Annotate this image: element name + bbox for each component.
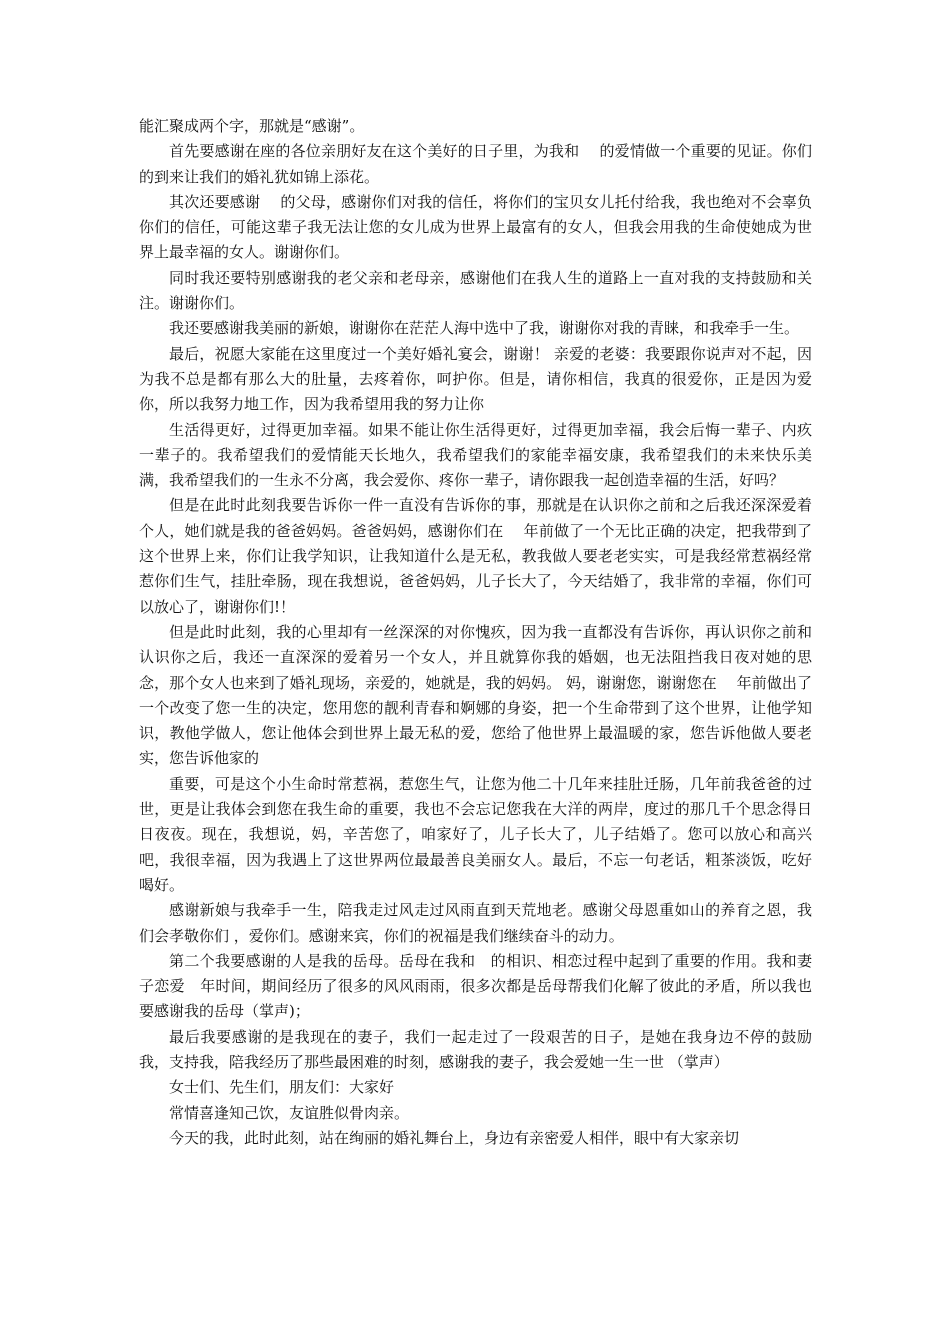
paragraph-12: 第二个我要感谢的人是我的岳母。岳母在我和 的相识、相恋过程中起到了重要的作用。我和妻子恋爱 年时间，期间经历了很多的风风雨雨，很多次都是岳母帮我们化解了彼此的矛盾，所以我也要感谢我的岳母（掌声)； (139, 951, 812, 1021)
paragraph-6: 最后，祝愿大家能在这里度过一个美好婚礼宴会，谢谢！ 亲爱的老婆：我要跟你说声对不起，因为我不总是都有那么大的肚量，去疼着你，呵护你。但是，请你相信，我真的很爱你，正是因为爱你，所以我努力地工作，因为我希望用我的努力让你 (139, 344, 812, 414)
paragraph-13: 最后我要感谢的是我现在的妻子，我们一起走过了一段艰苦的日子，是她在我身边不停的鼓励我，支持我，陪我经历了那些最困难的时刻，感谢我的妻子，我会爱她一生一世 （掌声） (139, 1027, 812, 1071)
paragraph-5: 我还要感谢我美丽的新娘，谢谢你在茫茫人海中选中了我，谢谢你对我的青睐，和我牵手一生。 (169, 319, 800, 338)
document-page (139, 114, 828, 1151)
paragraph-7: 生活得更好，过得更加幸福。如果不能让你生活得更好，过得更加幸福，我会后悔一辈子、内疚一辈子的。我希望我们的爱情能天长地久，我希望我们的家能幸福安康，我希望我们的未来快乐美满，我希望我们的一生永不分离，我会爱你、疼你一辈子，请你跟我一起创造幸福的生活，好吗？ (139, 420, 812, 490)
paragraph-1: 能汇聚成两个字，那就是“感谢”。 (139, 117, 365, 135)
paragraph-3: 其次还要感谢 的父母，感谢你们对我的信任，将你们的宝贝女儿托付给我，我也绝对不会辜负你们的信任，可能这辈子我无法让您的女儿成为世界上最富有的女人，但我会用我的生命使她成为世界上最幸福的女人。谢谢你们。 (139, 192, 812, 262)
paragraph-15: 常情喜逢知己饮，友谊胜似骨肉亲。 (169, 1103, 410, 1122)
paragraph-2: 首先要感谢在座的各位亲朋好友在这个美好的日子里，为我和 的爱情做一个重要的见证。你们的到来让我们的婚礼犹如锦上添花。 (139, 142, 812, 186)
paragraph-4: 同时我还要特别感谢我的老父亲和老母亲，感谢他们在我人生的道路上一直对我的支持鼓励和关注。谢谢你们。 (139, 268, 812, 313)
paragraph-9: 但是此时此刻，我的心里却有一丝深深的对你愧疚，因为我一直都没有告诉你，再认识你之前和认识你之后，我还一直深深的爱着另一个女人，并且就算你我的婚姻，也无法阻挡我日夜对她的思念，那个女人也来到了婚礼现场，亲爱的，她就是，我的妈妈。 妈，谢谢您，谢谢您在 年前做出了一个改变了您一生的决定，您用您的靓利青春和婀娜的身姿，把一个生命带到了这个世界，让他学知识，教他学做人，您让他体会到世界上最无私的爱，您给了他世界上最温暖的家，您告诉他做人要老实，您告诉他家的 (139, 622, 812, 768)
paragraph-10: 重要，可是这个小生命时常惹祸，惹您生气，让您为他二十几年来挂肚迁肠，几年前我爸爸的过世，更是让我体会到您在我生命的重要，我也不会忘记您我在大洋的两岸，度过的那几千个思念得日日夜夜。现在，我想说，妈，辛苦您了，咱家好了，儿子长大了，儿子结婚了。您可以放心和高兴吧，我很幸福，因为我遇上了这世界两位最最善良美丽女人。最后，不忘一句老话，粗茶淡饭，吃好喝好。 (139, 774, 812, 894)
paragraph-16: 今天的我，此时此刻，站在绚丽的婚礼舞台上，身边有亲密爱人相伴，眼中有大家亲切 (169, 1128, 740, 1147)
paragraph-14: 女士们、先生们，朋友们：大家好 (169, 1078, 395, 1097)
paragraph-11: 感谢新娘与我牵手一生，陪我走过风走过风雨直到天荒地老。感谢父母恩重如山的养育之恩，我们会孝敬你们 ，爱你们。感谢来宾，你们的祝福是我们继续奋斗的动力。 (139, 901, 812, 945)
paragraph-8: 但是在此时此刻我要告诉你一件一直没有告诉你的事，那就是在认识你之前和之后我还深深爱着 个人，她们就是我的爸爸妈妈。爸爸妈妈，感谢你们在 年前做了一个无比正确的决定，把我带到了这个世界上来，你们让我学知识，让我知道什么是无私，教我做人要老老实实，可是我经常惹祸经常惹你们生气，挂肚牵肠，现在我想说，爸爸妈妈，儿子长大了，今天结婚了，我非常的幸福，你们可以放心了，谢谢你们!！ (139, 496, 828, 616)
